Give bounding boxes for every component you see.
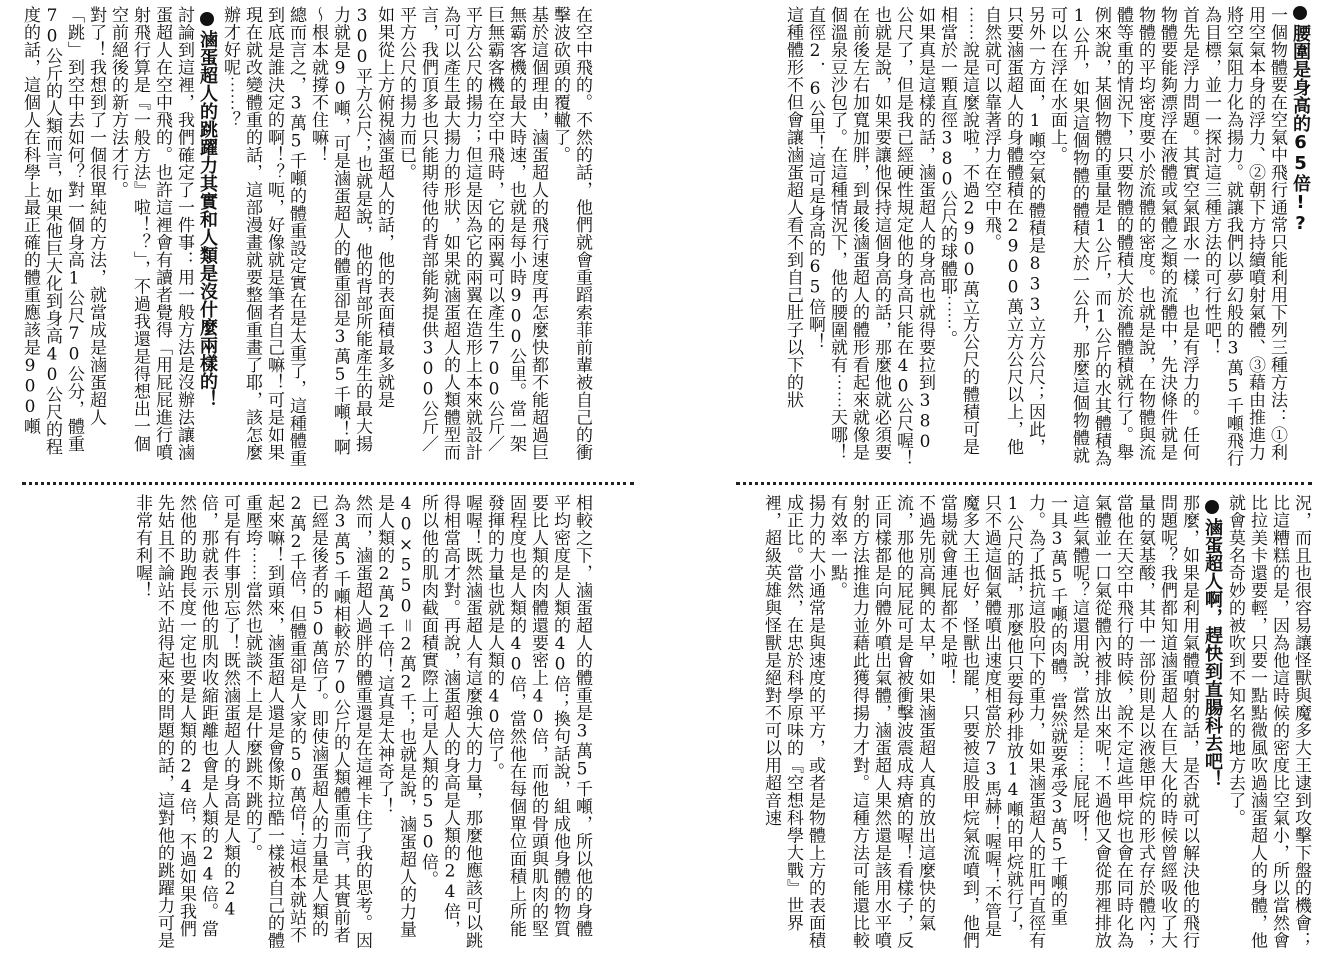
- bullet-icon: [1293, 6, 1307, 20]
- right-dotted-divider: [736, 482, 1312, 485]
- left-bottom-paragraph-1: 相較之下，滷蛋超人的體重是3萬5千噸，所以他的身體平均密度是人類的40倍；換句話說，組成他身體的物質要比人類的肉體還要密上40倍，而他的骨頭與肌肉的堅固程度也是人類的40倍，當然他在每個單位面積上所能發揮的力量也就是人類的40倍了。: [484, 494, 592, 938]
- right-top-paragraph-4: ⋯⋯說是這麼說啦，不過2900萬立方公尺的體積可是相當於一顆直徑380公尺的球體耶⋯⋯。: [937, 6, 979, 456]
- right-top-paragraph-5: 如果真是這樣的話，滷蛋超人的身高也就得要拉到380公尺了，但是我已經硬性規定他的身高只能在40公尺喔！也就是說，如果要讓他保持這個身高的話，那麼他就必須要在前後左右加寬加胖，到最後滷蛋超人的體形看起來就像是個溫泉豆沙包了。在這種情況下，他的腰圍就有⋯⋯天哪！直徑2．6公里！這可是身高的65倍啊！: [805, 6, 935, 467]
- left-top-paragraph-4: 總而言之，3萬5千噸的體重設定實在是太重了，這種體重到底是誰決定的啊！？呃，好像就是筆者自己嘛！可是如果現在就改變體重的話，這部漫畫就要整個重畫了耶，該怎麼辦才好呢⋯⋯？: [220, 6, 306, 467]
- right-top-paragraph-6: 這種體形不但會讓滷蛋超人看不到自己肚子以下的狀: [783, 6, 803, 409]
- left-heading-text: 滷蛋超人的跳躍力其實和人類是沒什麼兩樣的！: [197, 30, 218, 408]
- right-bottom-paragraph-2: 一具3萬5千噸的肉體，當然就要承受3萬5千噸的重力。為了抵抗這股向下的重力，如果滷蛋超人的肛門直徑有1公尺的話，那麼他只要每秒排放14噸的甲烷就行了，只不過這個氣體噴出速度相當於73馬赫！喔喔！不管是魔多大王也好，怪獸也罷，只要被這股甲烷氣流噴到，他們當場就會連屁都不是啦！: [937, 494, 1067, 949]
- bullet-icon: [1205, 500, 1219, 514]
- right-page: [662, 0, 1324, 960]
- left-top-text: [18, 6, 593, 468]
- right-bottom-paragraph-1: 那麼，如果是利用氣體噴射的話，是否就可以解決他的飛行問題呢？我們都知道滷蛋超人在巨大化的時候曾經吸收了大量的氨基酸，其中一部份則是以液態甲烷的形式存於體內；當他在天空中飛行的時候，說不定這些甲烷也會在同時化為氣體並一口氣從體內被排放出來呢！不過他又會從那裡排放這些氣體呢？這還用說，當然是⋯⋯屁屁呀！: [1069, 494, 1199, 949]
- left-section-heading: [195, 6, 219, 468]
- right-bottom-paragraph-3: 不過先別高興的太早，如果滷蛋超人真的放出這麼快的氣流，那他的屁屁可是會被衝擊波震成痔瘡的喔！看樣子，反正同樣都是向體外噴出氣體，滷蛋超人果然還是該用水平噴射的方法推進力並藉此獲得揚力才對。這種方法可能還比較有效率一點。: [827, 494, 935, 949]
- right-bottom-continuation: 況，而且也很容易讓怪獸與魔多大王逮到攻擊下盤的機會；比這糟糕的是，因為他這時候的密度比空氣小，所以當然會比拉美卡還要輕，只要一點點微風吹過滷蛋超人的身體，他就會莫名奇妙的被吹到不知名的地方去了。: [1225, 494, 1311, 949]
- left-top-paragraph-3: 如果從上方俯視滷蛋超人的話，他的表面積最多就是300平方公尺；也就是說，他的背部所能產生的最大揚力就是90噸，可是滷蛋超人的體重卻是3萬5千噸！啊～根本就撐不住嘛！: [308, 6, 394, 456]
- left-bottom-paragraph-3: 然而，滷蛋超人過胖的體重還是在這裡卡住了我的思考。因為3萬5千噸相較於70公斤的人類體重而言，其實前者已經是後者的50萬倍了。即使滷蛋超人的力量是人類的2萬2千倍，但體重卻是人家的50萬倍！這根本就站不起來嘛！到頭來，滷蛋超人還是會像斯拉酷一樣被自己的體重壓垮⋯⋯當然也就談不上是什麼跳不跳的了。: [242, 494, 372, 949]
- left-bottom-text: [120, 494, 593, 950]
- right-top-paragraph-3: 另外一方面，1噸空氣的體積是833立方公尺；因此，只要滷蛋超人的身體體積在2900萬立方公尺以上，他自然就可以靠著浮力在空中飛。: [981, 6, 1045, 456]
- bullet-icon: [200, 12, 214, 26]
- right-top-paragraph-1: 一個物體要在空氣中飛行通常只能利用下列三種方法：①利用空氣本身的浮力、②朝下方持續噴射氣體、③藉由推進力將空氣阻力化為揚力。就讓我們以夢幻般的3萬5千噸飛行為目標，並一一探討這三種方法的可行性吧！: [1201, 6, 1287, 467]
- left-bottom-paragraph-4: 可是有件事別忘了！既然滷蛋超人的身高是人類的24倍，那就表示他的肌肉收縮距離也會是人類的24倍。當然他的助跑長度一定也要是人類的24倍，不過如果我們先姑且不論站不站得起來的問題的話，這對他的跳躍力可是非常有利喔！: [132, 494, 240, 949]
- right-top-heading: [1288, 6, 1312, 468]
- left-top-paragraph-1: 在空中飛的。不然的話，他們就會重蹈索菲前輩被自己的衝擊波砍頭的覆轍了。: [550, 6, 592, 461]
- left-top-paragraph-5: 討論到這裡，我們確定了一件事：用一般方法是沒辦法讓滷蛋超人在空中飛的。也許這裡會有讀者覺得「用屁屁進行噴射飛行算是『一般方法』啦！？」，不過我還是得想出一個空前絕後的新方法才行。: [108, 6, 194, 461]
- right-top-heading-text: 腰圍是身高的65倍!?: [1290, 24, 1311, 234]
- left-dotted-divider: [22, 482, 634, 485]
- right-bottom-heading: [1200, 494, 1224, 950]
- left-top-paragraph-2: 基於這個理由，滷蛋超人的飛行速度再怎麼快都不能超過巨無霸客機的最大時速，也就是每小時900公里。當一架巨無霸客機在空中飛時，它的兩翼可以產生700公斤／平方公尺的揚力；但這是因為它的兩翼在造形上本來就設計為可以產生最大揚力的形狀，如果就滷蛋超人的人類體型而言，我們頂多也只能期待他的背部能夠提供300公斤／平方公尺的揚力而已。: [396, 6, 548, 461]
- left-top-paragraph-6: 對了！我想到了一個很單純的方法，就當成是滷蛋超人「跳」到空中去如何？對一個身高1公尺70公分，體重70公斤的人類而言，如果他巨大化到身高40公尺的程度的話，這個人在科學上最正確的體重應該是900噸: [20, 6, 106, 456]
- left-bottom-paragraph-2: 喔喔！既然滷蛋超人有這麼強大的力量，那麼他應該可以跳得相當高才對。再說，滷蛋超人的身高是人類的24倍，所以他的肌肉截面積實際上可是人類的550倍。40×550＝2萬2千；也就是說，滷蛋超人的力量是人類的2萬2千倍！這真是太神奇了！: [374, 494, 482, 949]
- right-top-text: [757, 6, 1312, 468]
- right-bottom-heading-text: 滷蛋超人啊，趕快到直腸科去吧！: [1202, 518, 1223, 788]
- right-top-paragraph-2: 首先是浮力問題。其實空氣跟水一樣，也是有浮力的。任何物體要能夠漂浮在液體或氣體之類的流體中，先決條件就是物體的平均密度要小於流體的密度。也就是說，在物體與流體等重的情況下，只要物體的體積大於流體體積就行了。舉例來說，某個物體的重量是1公斤，而1公斤的水其體積為1公升，如果這個物體的體積大於一公升，那麼這個物體就可以在浮在水面上。: [1047, 6, 1199, 467]
- right-bottom-text: [734, 494, 1312, 950]
- right-bottom-paragraph-4: 揚力的大小通常是與速度的平方，或者是物體上方的表面積成正比。當然，在忠於科學原味的『空想科學大戰』世界裡，超級英雄與怪獸是絕對不可以用超音速: [761, 494, 825, 949]
